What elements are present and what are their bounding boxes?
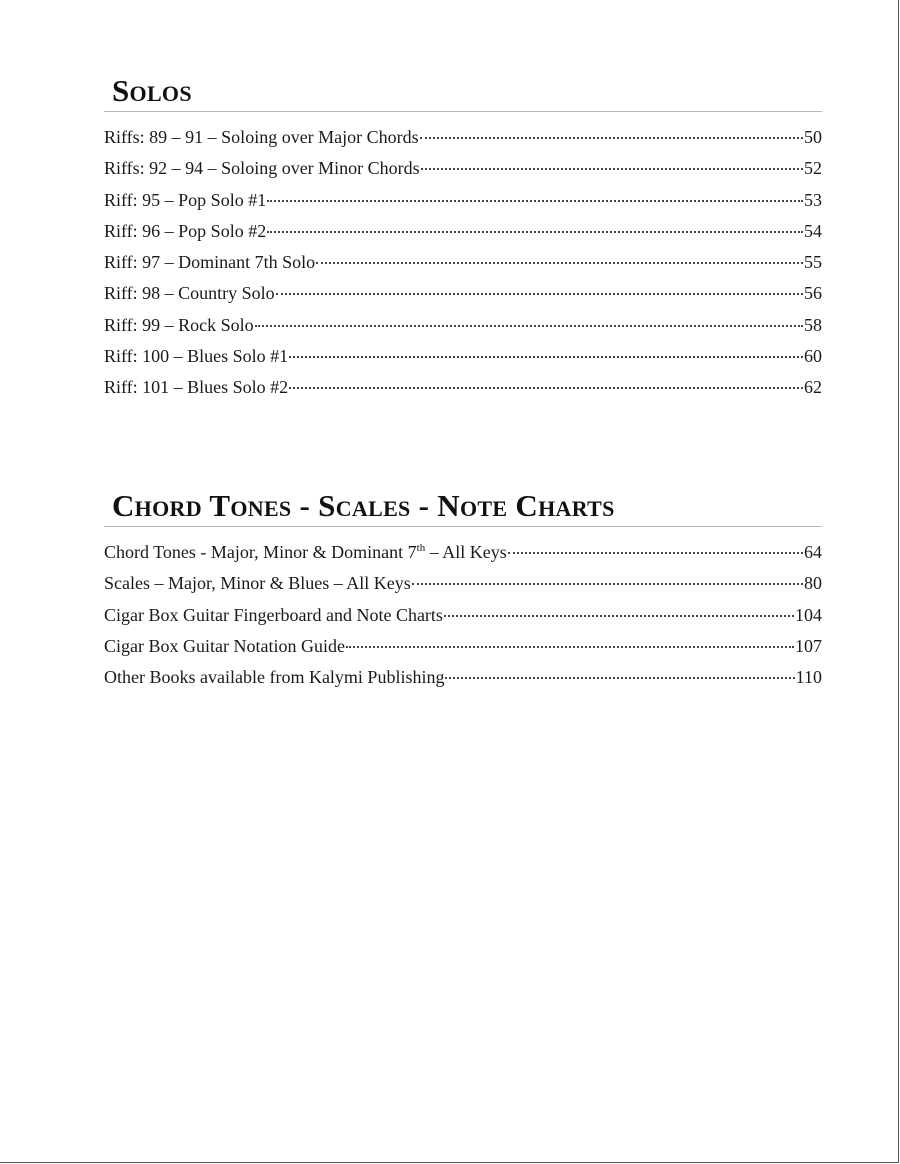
toc-entry[interactable] — [104, 216, 822, 247]
toc-entry-title-text: Chord Tones - Major, Minor & Dominant 7 — [104, 542, 417, 562]
toc-entry[interactable] — [104, 185, 822, 216]
dot-leader — [255, 325, 803, 327]
section-divider — [104, 111, 822, 112]
toc-entry-title: Riff: 96 – Pop Solo #2 — [104, 220, 267, 241]
section-heading: Solos — [112, 73, 192, 108]
toc-entry-page: 56 — [804, 283, 822, 304]
toc-entry[interactable] — [104, 568, 822, 599]
toc-entry[interactable] — [104, 153, 822, 184]
section-divider — [104, 526, 822, 527]
toc-entry-title — [104, 537, 507, 568]
toc-entry-page: 104 — [795, 604, 822, 625]
toc-entry-page: 52 — [804, 158, 822, 179]
toc-entry-page: 62 — [804, 377, 822, 398]
toc-entry[interactable] — [104, 372, 822, 403]
dot-leader — [267, 231, 803, 233]
toc-entry[interactable] — [104, 600, 822, 631]
dot-leader — [289, 356, 803, 358]
toc-entry-title: Scales – Major, Minor & Blues – All Keys — [104, 573, 411, 594]
dot-leader — [508, 552, 803, 554]
toc-entry[interactable] — [104, 631, 822, 662]
toc-entry-title: Riffs: 89 – 91 – Soloing over Major Chords — [104, 127, 419, 147]
toc-entry-page: 60 — [804, 346, 822, 367]
dot-leader — [346, 646, 794, 648]
dot-leader — [316, 262, 803, 264]
toc-entry-title: Riff: 97 – Dominant 7th Solo — [104, 252, 316, 273]
toc-entry[interactable] — [104, 278, 822, 309]
dot-leader — [289, 387, 803, 389]
toc-entry-title: Riff: 99 – Rock Solo — [104, 314, 254, 335]
toc-entry-title-suffix: – All Keys — [425, 542, 507, 562]
toc-entry-title: Cigar Box Guitar Fingerboard and Note Charts — [104, 604, 443, 625]
ordinal-suffix: th — [416, 542, 426, 554]
toc-entry-page: 54 — [804, 220, 822, 241]
toc-entry-page: 64 — [804, 542, 822, 562]
dot-leader — [267, 200, 803, 202]
toc-entry-page: 110 — [795, 667, 822, 688]
dot-leader — [421, 168, 803, 170]
toc-entry[interactable] — [104, 122, 822, 153]
toc-section-solos — [104, 74, 822, 404]
dot-leader — [444, 615, 794, 617]
toc-entry[interactable] — [104, 341, 822, 372]
toc-entry-page: 80 — [804, 573, 822, 594]
toc-entry-title: Cigar Box Guitar Notation Guide — [104, 635, 345, 656]
section-heading: Chord Tones - Scales - Note Charts — [112, 488, 615, 523]
toc-entry-page: 107 — [795, 635, 822, 656]
toc-entry-title: Riff: 101 – Blues Solo #2 — [104, 377, 289, 398]
toc-entry-title: Riff: 100 – Blues Solo #1 — [104, 346, 289, 367]
toc-entry-page: 53 — [804, 189, 822, 210]
toc-section-chord-tones — [104, 489, 822, 693]
toc-entry-title: Riffs: 92 – 94 – Soloing over Minor Chords — [104, 158, 420, 179]
dot-leader — [445, 677, 794, 679]
dot-leader — [420, 137, 803, 139]
toc-list — [104, 122, 822, 404]
toc-entry[interactable] — [104, 537, 822, 568]
toc-entry[interactable] — [104, 662, 822, 693]
toc-entry-title: Riff: 98 – Country Solo — [104, 283, 275, 304]
dot-leader — [276, 293, 803, 295]
dot-leader — [412, 583, 803, 585]
toc-entry-title: Other Books available from Kalymi Publishing — [104, 667, 445, 688]
toc-entry-page: 58 — [804, 314, 822, 335]
toc-entry[interactable] — [104, 247, 822, 278]
toc-entry-title: Riff: 95 – Pop Solo #1 — [104, 189, 267, 210]
toc-list — [104, 537, 822, 693]
toc-entry-page: 50 — [804, 127, 822, 147]
toc-entry[interactable] — [104, 310, 822, 341]
toc-entry-page: 55 — [804, 252, 822, 273]
